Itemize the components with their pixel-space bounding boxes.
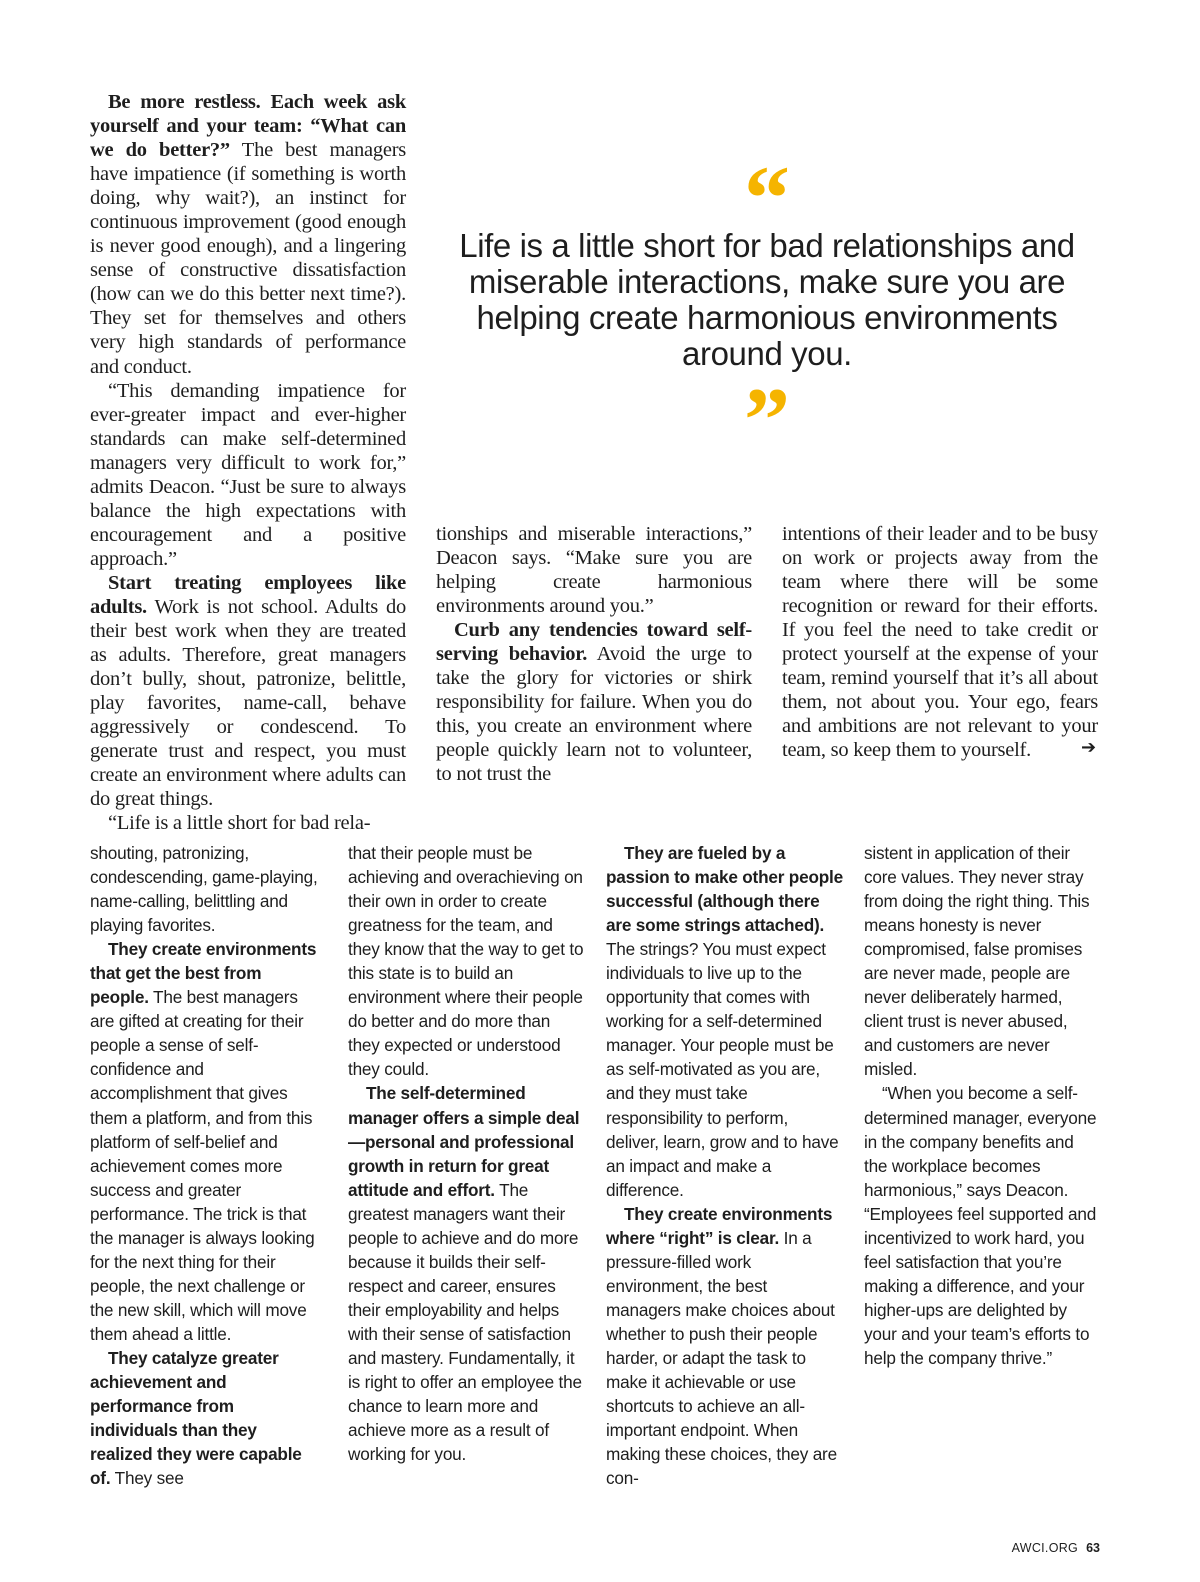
bottom-column-2 — [348, 841, 586, 1466]
paragraph: shouting, patronizing, condescending, game-playing, name-calling, belittling and playing favorites. — [90, 843, 318, 936]
run-in-heading: Start treating employees like adults. — [90, 571, 406, 618]
bottom-column-3 — [606, 841, 844, 1490]
paragraph: Be more restless. Each week ask yourself and your team: “What can we do better?” The best managers have impatience (if something is worth doing, why wait?), an instinct for continuous improvement (good enough is never good enough), and a lingering sense of constructive dissatisfaction (how can we do this better next time?). They set for themselves and others very high standards of performance and conduct. — [90, 91, 407, 378]
paragraph: They create environments that get the best from people. The best managers are gifted at creating for their people a sense of self-confidence and accomplishment that gives them a platform, and from this platform of self-belief and achievement comes more success and greater performance. The trick is that the manager is always looking for the next thing for their people, the next challenge or the new skill, which will move them ahead a little. — [90, 939, 317, 1344]
page-footer — [1012, 1541, 1100, 1555]
open-quote-mark: “ — [744, 147, 790, 249]
run-in-heading: They create environments that get the best from people. — [90, 939, 317, 1008]
paragraph: The self-determined manager offers a simple deal—personal and professional growth in return for great attitude and effort. The greatest managers want their people to achieve and do more because it builds their self-respect and career, ensures their employability and helps with their sense of satisfaction and mastery. Fundamentally, it is right to offer an employee the chance to learn more and achieve more as a result of working for you. — [348, 1083, 582, 1465]
run-in-heading: Curb any tendencies toward self-serving behavior. — [436, 619, 752, 666]
continue-arrow-icon: ➔ — [1081, 737, 1097, 758]
bottom-column-4 — [864, 841, 1100, 1370]
paragraph: sistent in application of their core values. They never stray from doing the right thing. This means honesty is never compromised, false promises are never made, people are never deliberately harmed, client trust is never abused, and customers are never misled. — [864, 843, 1090, 1080]
run-in-heading: They are fueled by a passion to make other people successful (although there are some strings attached). — [606, 843, 843, 936]
paragraph: “When you become a self-determined manager, everyone in the company benefits and the workplace becomes harmonious,” says Deacon. “Employees feel supported and incentivized to work hard, you feel satisfaction that you’re making a difference, and your higher-ups are delighted by your and your team’s efforts to help the company thrive.” — [864, 1083, 1097, 1368]
paragraph: intentions of their leader and to be busy on work or projects away from the team where there will be some recognition or reward for their efforts. If you feel the need to take credit or protect yourself at the expense of your team, remind yourself that it’s all about them, not about you. Your ego, fears and ambitions are not relevant to your team, so keep them to yourself. — [782, 523, 1098, 762]
top-left-column — [90, 90, 406, 835]
site-url[interactable]: AWCI.ORG — [1011, 1541, 1079, 1555]
paragraph: that their people must be achieving and overachieving on their own in order to create greatness for the team, and they know that the way to get to this state is to build an environment where their people do better and do more than they expected or understood they could. — [348, 843, 584, 1080]
top-right-column — [782, 522, 1098, 762]
pull-quote-text: Life is a little short for bad relationships and miserable interactions, make sure you are helping create harmonious environments around you. — [459, 227, 1075, 372]
paragraph: Start treating employees like adults. Work is not school. Adults do their best work when they are treated as adults. Therefore, great managers don’t bully, shout, patronize, belittle, play favorites, name-call, behave aggressively or condescend. To generate trust and respect, you must create an environment where adults can do great things. — [90, 571, 406, 811]
run-in-heading: They create environments where “right” is clear. — [606, 1203, 833, 1248]
paragraph: They create environments where “right” is clear. In a pressure-filled work environment, the best managers make choices about whether to push their people harder, or adapt the task to make it achievable or use shortcuts to achieve an all-important endpoint. When making these choices, they are con- — [606, 1203, 837, 1489]
paragraph: They catalyze greater achievement and performance from individuals than they realized they were capable of. They see — [90, 1347, 302, 1489]
paragraph: Curb any tendencies toward self-serving behavior. Avoid the urge to take the glory for victories or shirk responsibility for failure. When you do this, you create an environment where people quickly learn not to volunteer, to not trust the — [436, 619, 752, 786]
paragraph: “Life is a little short for bad rela- — [108, 812, 371, 835]
paragraph: tionships and miserable interactions,” Deacon says. “Make sure you are helping create harmonious environments around you.” — [436, 523, 752, 618]
paragraph: “This demanding impatience for ever-greater impact and ever-higher standards can make self-determined managers very difficult to work for,” admits Deacon. “Just be sure to always balance the high expectations with encouragement and a positive approach.” — [90, 379, 406, 570]
top-middle-column — [436, 522, 752, 787]
run-in-heading: They catalyze greater achievement and performance from individuals than they realized they were capable of. — [90, 1347, 302, 1489]
page-number: 63 — [1086, 1541, 1100, 1555]
close-quote-mark: ” — [744, 369, 790, 471]
run-in-heading: Be more restless. Each week ask yourself and your team: “What can we do better?” — [90, 91, 406, 162]
run-in-heading: The self-determined manager offers a simple deal—personal and professional growth in return for great attitude and effort. — [348, 1083, 580, 1200]
paragraph: They are fueled by a passion to make other people successful (although there are some strings attached). The strings? You must expect individuals to live up to the opportunity that comes with working for a self-determined manager. Your people must be as self-motivated as you are, and they must take responsibility to perform, deliver, learn, grow and to have an impact and make a difference. — [606, 843, 843, 1200]
pull-quote — [455, 147, 1079, 471]
bottom-column-1 — [90, 841, 322, 1490]
